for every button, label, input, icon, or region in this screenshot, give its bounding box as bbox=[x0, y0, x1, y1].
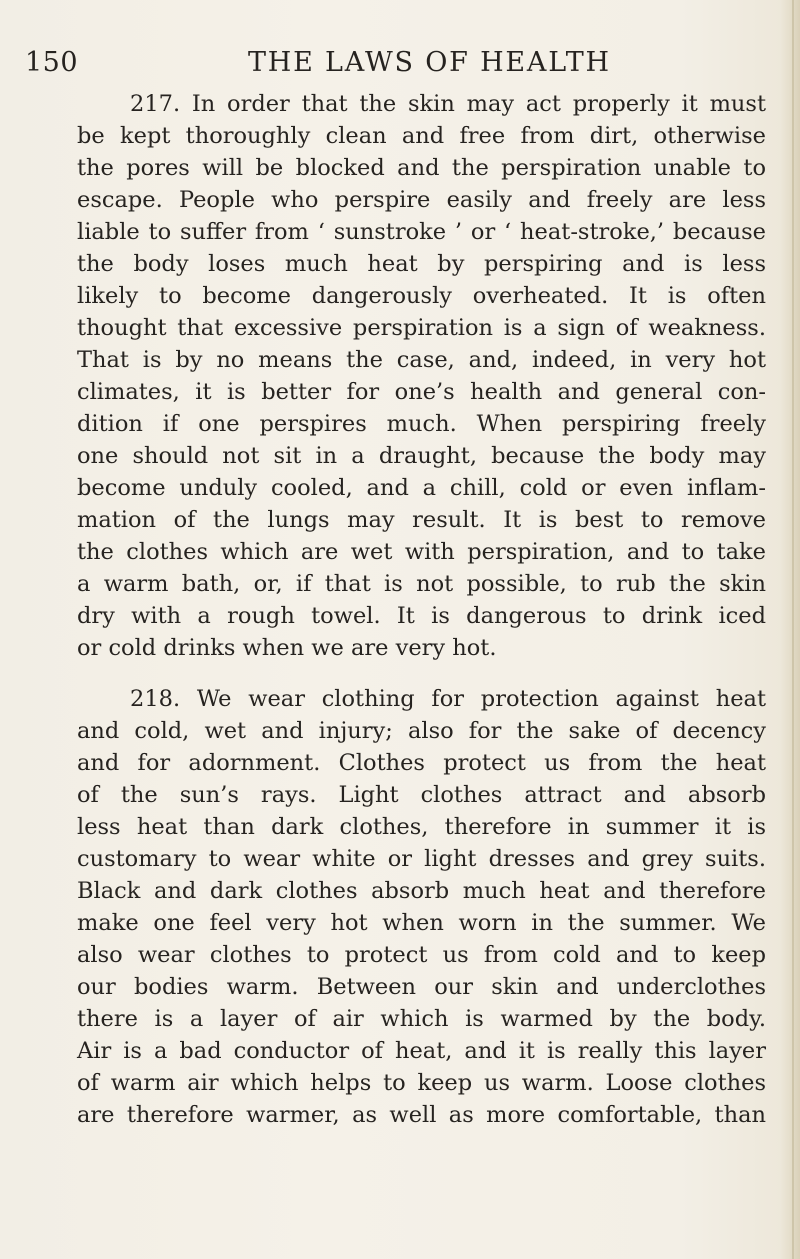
text-line: Black and dark clothes absorb much heat and therefore bbox=[77, 878, 766, 904]
text-line: escape. People who perspire easily and freely are less bbox=[77, 187, 766, 213]
text-line: Air is a bad conductor of heat, and it is really this layer bbox=[77, 1038, 766, 1064]
text-line: be kept thoroughly clean and free from dirt, otherwise bbox=[77, 123, 766, 149]
text-line: or cold drinks when we are very hot. bbox=[77, 635, 497, 661]
text-line: a warm bath, or, if that is not possible, to rub the skin bbox=[77, 571, 766, 597]
text-line: climates, it is better for one’s health and general con- bbox=[77, 379, 766, 405]
text-line: of the sun’s rays. Light clothes attract and absorb bbox=[77, 782, 766, 808]
text-line: That is by no means the case, and, indeed, in very hot bbox=[77, 347, 766, 373]
text-line: there is a layer of air which is warmed by the body. bbox=[77, 1006, 766, 1032]
page-edge-line bbox=[792, 0, 794, 1259]
text-line: dry with a rough towel. It is dangerous to drink iced bbox=[77, 603, 766, 629]
text-line: and cold, wet and injury; also for the sake of decency bbox=[77, 718, 766, 744]
text-line: 217. In order that the skin may act properly it must bbox=[130, 91, 766, 117]
text-line: 218. We wear clothing for protection against heat bbox=[130, 686, 766, 712]
text-line: make one feel very hot when worn in the summer. We bbox=[77, 910, 766, 936]
text-line: our bodies warm. Between our skin and underclothes bbox=[77, 974, 766, 1000]
page-edge-shadow bbox=[780, 0, 800, 1259]
text-line: the pores will be blocked and the perspiration unable to bbox=[77, 155, 766, 181]
text-line: the clothes which are wet with perspiration, and to take bbox=[77, 539, 766, 565]
text-line: become unduly cooled, and a chill, cold or even inflam- bbox=[77, 475, 766, 501]
text-line: the body loses much heat by perspiring and is less bbox=[77, 251, 766, 277]
text-line: likely to become dangerously overheated. It is often bbox=[77, 283, 766, 309]
text-line: also wear clothes to protect us from cold and to keep bbox=[77, 942, 766, 968]
page-number: 150 bbox=[25, 47, 79, 78]
text-line: dition if one perspires much. When perspiring freely bbox=[77, 411, 766, 437]
text-line: and for adornment. Clothes protect us from the heat bbox=[77, 750, 766, 776]
text-line: less heat than dark clothes, therefore in summer it is bbox=[77, 814, 766, 840]
text-line: liable to suffer from ‘ sunstroke ’ or ‘ heat-stroke,’ because bbox=[77, 219, 766, 245]
page-header bbox=[0, 47, 800, 87]
text-line: of warm air which helps to keep us warm. Loose clothes bbox=[77, 1070, 766, 1096]
text-line: customary to wear white or light dresses and grey suits. bbox=[77, 846, 766, 872]
running-title: THE LAWS OF HEALTH bbox=[248, 47, 611, 78]
text-line: thought that excessive perspiration is a sign of weakness. bbox=[77, 315, 766, 341]
text-line: are therefore warmer, as well as more comfortable, than bbox=[77, 1102, 766, 1128]
text-line: mation of the lungs may result. It is best to remove bbox=[77, 507, 766, 533]
text-line: one should not sit in a draught, because the body may bbox=[77, 443, 766, 469]
